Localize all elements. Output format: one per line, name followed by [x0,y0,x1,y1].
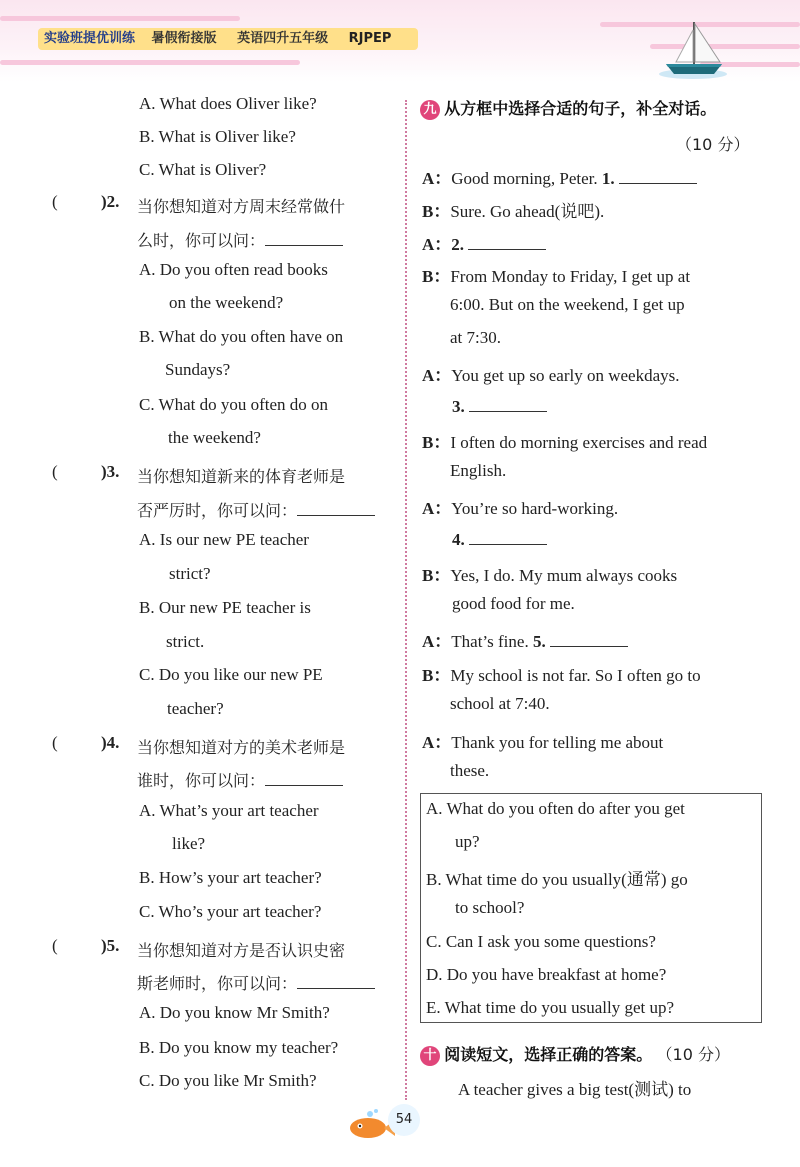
answer-blank[interactable] [297,972,375,989]
option-line: on the weekend? [169,293,284,312]
answer-blank[interactable] [550,630,628,647]
subject-title: 英语四升五年级 [237,31,329,46]
dialogue-line [422,197,604,222]
question-stem [137,498,375,521]
series-title: 暑假衔接版 [151,31,217,46]
option-line: B. How’s your art teacher? [139,868,322,887]
blank-number: 2. [451,235,465,254]
option-line: C. What do you often do on [139,395,329,414]
dialogue-line [422,164,697,189]
q1-option-c: C. What is Oliver? [139,160,267,179]
dialogue-line [422,728,663,753]
dialogue-text: That’s fine. [451,632,529,651]
speaker-label: A： [422,235,452,254]
dialogue-line [452,395,547,417]
speaker-label: B： [422,433,451,452]
question-stem-text: 么时，你可以问： [137,231,266,250]
dialogue-line [422,361,680,386]
question-number: )4. [101,733,120,752]
answer-blank[interactable] [265,769,343,786]
box-option: B. What time do you usually(通常) go [426,870,688,889]
dialogue-text: My school is not far. So I often go to [450,666,701,685]
option-line: B. What do you often have on [139,327,344,346]
answer-blank[interactable] [469,395,547,412]
box-option: D. Do you have breakfast at home? [426,965,667,984]
dialogue-text: You’re so hard-working. [451,499,619,518]
sailboat-icon [658,18,728,80]
speaker-label: A： [422,632,452,651]
option-line: strict? [169,564,211,583]
box-option: up? [455,832,480,851]
speaker-label: A： [422,366,452,385]
answer-blank[interactable] [265,229,343,246]
dialogue-line [422,230,546,255]
dialogue-line: these. [450,761,490,780]
blank-number: 4. [452,530,465,549]
section-score: （10 分） [656,1045,730,1064]
dialogue-text: Yes, I do. My mum always cooks [450,566,678,585]
answer-blank[interactable] [297,499,375,516]
speaker-label: B： [422,267,451,286]
dialogue-line: school at 7:40. [450,694,550,713]
question-stem: 当你想知道对方周末经常做什 [137,197,346,216]
dialogue-line [422,262,690,287]
dialogue-line [452,528,547,550]
option-line: teacher? [167,699,224,718]
page-header [0,0,800,82]
section-9-heading [420,96,716,120]
speaker-label: B： [422,666,451,685]
option-line: C. Who’s your art teacher? [139,902,322,921]
dialogue-text: You get up so early on weekdays. [451,366,680,385]
option-line: Sundays? [165,360,231,379]
option-line: A. Is our new PE teacher [139,530,309,549]
blank-number: 3. [452,397,465,416]
speaker-label: A： [422,169,452,188]
box-option: C. Can I ask you some questions? [426,932,656,951]
question-stem-text: 斯老师时，你可以问： [137,974,298,993]
option-line: A. What’s your art teacher [139,801,319,820]
dialogue-text: I often do morning exercises and read [450,433,708,452]
box-option: A. What do you often do after you get [426,799,685,818]
option-line: like? [172,834,206,853]
option-line: B. Our new PE teacher is [139,598,311,617]
option-line: C. Do you like our new PE [139,665,323,684]
answer-paren: ( [52,733,58,752]
dialogue-line: at 7:30. [450,328,501,347]
question-number: )5. [101,936,120,955]
question-stem [137,228,343,251]
box-option: E. What time do you usually get up? [426,998,675,1017]
question-stem [137,971,375,994]
question-stem [137,768,343,791]
question-stem: 当你想知道对方是否认识史密 [137,941,346,960]
speaker-label: A： [422,733,452,752]
dialogue-line [422,428,707,453]
header-bar [44,28,391,50]
dialogue-line: English. [450,461,507,480]
question-number: )2. [101,192,120,211]
header-stripe [0,60,300,65]
answer-paren: ( [52,462,58,481]
answer-blank[interactable] [468,233,546,250]
dialogue-line [422,494,618,519]
dialogue-line [422,661,701,686]
speaker-label: A： [422,499,452,518]
dialogue-text: Good morning, Peter. [451,169,598,188]
option-line: the weekend? [168,428,261,447]
blank-number: 1. [601,169,615,188]
section-number-badge: 十 [420,1046,440,1066]
section-10-heading [420,1042,730,1066]
question-stem: 当你想知道对方的美术老师是 [137,738,346,757]
passage-line: A teacher gives a big test(测试) to [458,1080,692,1099]
section-title: 从方框中选择合适的句子，补全对话。 [444,99,717,118]
dialogue-line: 6:00. But on the weekend, I get up [450,295,685,314]
option-line: strict. [166,632,205,651]
option-line: A. Do you know Mr Smith? [139,1003,330,1022]
answer-blank[interactable] [469,528,547,545]
dialogue-text: Sure. Go ahead(说吧). [450,202,605,221]
q1-option-a: A. What does Oliver like? [139,94,317,113]
option-line: B. Do you know my teacher? [139,1038,339,1057]
answer-blank[interactable] [619,167,697,184]
box-option: to school? [455,898,525,917]
header-stripe [0,16,240,21]
section-score: （10 分） [676,135,750,154]
q1-option-b: B. What is Oliver like? [139,127,296,146]
section-number-badge: 九 [420,100,440,120]
question-number: )3. [101,462,120,481]
dialogue-text: Thank you for telling me about [451,733,664,752]
answer-paren: ( [52,192,58,211]
brand-title: 实验班提优训练 [44,31,136,46]
option-line: C. Do you like Mr Smith? [139,1071,317,1090]
question-stem-text: 谁时，你可以问： [137,771,266,790]
speaker-label: B： [422,566,451,585]
blank-number: 5. [532,632,546,651]
section-title: 阅读短文，选择正确的答案。 [444,1045,653,1064]
question-stem: 当你想知道新来的体育老师是 [137,467,346,486]
answer-paren: ( [52,936,58,955]
dialogue-line: good food for me. [452,594,575,613]
dialogue-text: From Monday to Friday, I get up at [450,267,691,286]
column-divider [405,100,407,1100]
page-number: 54 [388,1104,420,1136]
speaker-label: B： [422,202,451,221]
option-line: A. Do you often read books [139,260,328,279]
dialogue-line [422,561,677,586]
question-stem-text: 否严厉时，你可以问： [137,501,298,520]
edition-label: RJPEP [348,31,392,46]
dialogue-line [422,627,628,652]
